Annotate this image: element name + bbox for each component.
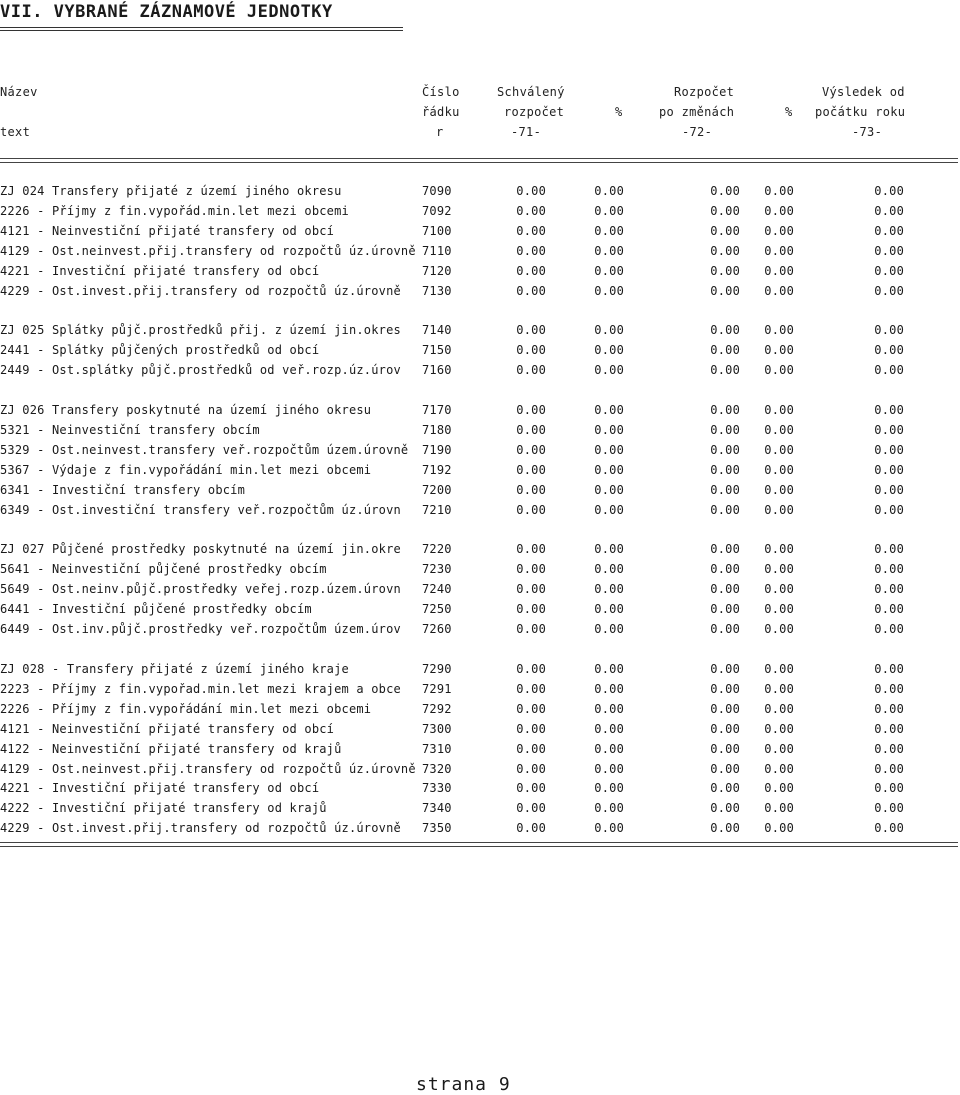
row-result: 0.00 <box>874 761 904 776</box>
table-row <box>0 500 960 520</box>
table-row <box>0 579 960 599</box>
row-result: 0.00 <box>874 422 904 437</box>
row-revised-budget: 0.00 <box>710 681 740 696</box>
row-code: 7260 <box>422 621 452 636</box>
row-revised-budget: 0.00 <box>710 482 740 497</box>
row-revised-budget: 0.00 <box>710 701 740 716</box>
row-code: 7110 <box>422 243 452 258</box>
row-revised-pct: 0.00 <box>764 542 794 556</box>
table-row <box>0 281 960 301</box>
header-result-3: -73- <box>852 125 883 139</box>
row-approved-pct: 0.00 <box>594 184 624 198</box>
row-revised-budget: 0.00 <box>710 581 740 596</box>
row-name: 6341 - Investiční transfery obcím <box>0 482 246 497</box>
row-approved-budget: 0.00 <box>516 482 546 497</box>
row-result: 0.00 <box>874 403 904 417</box>
row-revised-pct: 0.00 <box>764 821 794 836</box>
table-row <box>0 719 960 739</box>
row-revised-pct: 0.00 <box>764 781 794 796</box>
table-row <box>0 480 960 500</box>
row-code: 7130 <box>422 283 452 298</box>
row-name: 6441 - Investiční půjčené prostředky obcím <box>0 601 312 616</box>
row-code: 7200 <box>422 482 452 497</box>
row-result: 0.00 <box>874 601 904 616</box>
row-revised-pct: 0.00 <box>764 203 794 218</box>
table-row <box>0 261 960 281</box>
row-revised-pct: 0.00 <box>764 701 794 716</box>
row-result: 0.00 <box>874 542 904 556</box>
row-approved-pct: 0.00 <box>594 362 624 377</box>
row-result: 0.00 <box>874 801 904 816</box>
row-name: ZJ 027 Půjčené prostředky poskytnuté na území jin.okre <box>0 542 401 556</box>
row-approved-pct: 0.00 <box>594 283 624 298</box>
row-revised-pct: 0.00 <box>764 362 794 377</box>
row-revised-pct: 0.00 <box>764 721 794 736</box>
row-result: 0.00 <box>874 662 904 676</box>
table-row <box>0 181 960 201</box>
table-rule-top <box>0 842 958 843</box>
row-name: ZJ 024 Transfery přijaté z území jiného okresu <box>0 184 342 198</box>
row-name: 2441 - Splátky půjčených prostředků od obcí <box>0 342 320 357</box>
row-revised-budget: 0.00 <box>710 342 740 357</box>
table-row <box>0 599 960 619</box>
row-approved-pct: 0.00 <box>594 203 624 218</box>
row-revised-pct: 0.00 <box>764 263 794 278</box>
row-revised-budget: 0.00 <box>710 403 740 417</box>
table-row <box>0 320 960 340</box>
row-approved-pct: 0.00 <box>594 342 624 357</box>
row-result: 0.00 <box>874 362 904 377</box>
row-result: 0.00 <box>874 821 904 836</box>
row-approved-pct: 0.00 <box>594 422 624 437</box>
row-name: 4222 - Investiční přijaté transfery od krajů <box>0 801 327 816</box>
header-revised-3: -72- <box>682 125 713 139</box>
row-approved-pct: 0.00 <box>594 821 624 836</box>
row-result: 0.00 <box>874 561 904 576</box>
table-row <box>0 739 960 759</box>
table-row <box>0 420 960 440</box>
row-approved-pct: 0.00 <box>594 403 624 417</box>
row-approved-pct: 0.00 <box>594 263 624 278</box>
row-name: ZJ 028 - Transfery přijaté z území jiného kraje <box>0 662 349 676</box>
table-row <box>0 798 960 818</box>
row-revised-pct: 0.00 <box>764 741 794 756</box>
row-result: 0.00 <box>874 342 904 357</box>
row-name: 4221 - Investiční přijaté transfery od obcí <box>0 263 320 278</box>
row-revised-budget: 0.00 <box>710 323 740 337</box>
row-code: 7340 <box>422 801 452 816</box>
table-row <box>0 619 960 639</box>
row-revised-budget: 0.00 <box>710 422 740 437</box>
row-name: 5321 - Neinvestiční transfery obcím <box>0 422 260 437</box>
header-pct1: % <box>615 105 623 119</box>
row-result: 0.00 <box>874 482 904 497</box>
row-approved-budget: 0.00 <box>516 581 546 596</box>
page-number: strana 9 <box>416 1074 511 1095</box>
row-name: 2223 - Příjmy z fin.vypořad.min.let mezi krajem a obce <box>0 681 401 696</box>
row-name: 4229 - Ost.invest.přij.transfery od rozpočtů úz.úrovně <box>0 283 401 298</box>
row-approved-pct: 0.00 <box>594 801 624 816</box>
row-approved-budget: 0.00 <box>516 821 546 836</box>
row-approved-budget: 0.00 <box>516 781 546 796</box>
row-approved-budget: 0.00 <box>516 601 546 616</box>
row-approved-budget: 0.00 <box>516 621 546 636</box>
row-revised-pct: 0.00 <box>764 761 794 776</box>
header-code-1: Číslo <box>422 85 460 99</box>
row-name: 4121 - Neinvestiční přijaté transfery od obcí <box>0 721 335 736</box>
row-result: 0.00 <box>874 462 904 477</box>
row-approved-budget: 0.00 <box>516 502 546 517</box>
row-name: 4129 - Ost.neinvest.přij.transfery od rozpočtů úz.úrovně <box>0 761 416 776</box>
table-row <box>0 460 960 480</box>
table-row <box>0 201 960 221</box>
row-code: 7250 <box>422 601 452 616</box>
row-revised-pct: 0.00 <box>764 601 794 616</box>
row-result: 0.00 <box>874 581 904 596</box>
row-approved-budget: 0.00 <box>516 681 546 696</box>
row-approved-budget: 0.00 <box>516 442 546 457</box>
table-row <box>0 340 960 360</box>
row-approved-budget: 0.00 <box>516 741 546 756</box>
row-name: 2226 - Příjmy z fin.vypořád.min.let mezi obcemi <box>0 203 349 218</box>
header-pct2: % <box>785 105 793 119</box>
row-revised-budget: 0.00 <box>710 184 740 198</box>
header-budget-2: rozpočet <box>504 105 565 119</box>
row-result: 0.00 <box>874 243 904 258</box>
header-result-1: Výsledek od <box>822 85 905 99</box>
header-budget-1: Schválený <box>497 85 565 99</box>
row-approved-budget: 0.00 <box>516 542 546 556</box>
row-result: 0.00 <box>874 741 904 756</box>
row-name: 5649 - Ost.neinv.půjč.prostředky veřej.rozp.územ.úrovn <box>0 581 401 596</box>
row-code: 7192 <box>422 462 452 477</box>
row-revised-pct: 0.00 <box>764 223 794 238</box>
row-code: 7330 <box>422 781 452 796</box>
row-approved-pct: 0.00 <box>594 323 624 337</box>
row-result: 0.00 <box>874 781 904 796</box>
table-row <box>0 539 960 559</box>
table-row <box>0 659 960 679</box>
row-approved-budget: 0.00 <box>516 243 546 258</box>
row-code: 7170 <box>422 403 452 417</box>
row-approved-pct: 0.00 <box>594 542 624 556</box>
row-revised-pct: 0.00 <box>764 184 794 198</box>
row-code: 7292 <box>422 701 452 716</box>
row-name: 4121 - Neinvestiční přijaté transfery od obcí <box>0 223 335 238</box>
row-revised-pct: 0.00 <box>764 561 794 576</box>
row-revised-budget: 0.00 <box>710 502 740 517</box>
title-underline <box>0 27 403 28</box>
row-revised-budget: 0.00 <box>710 761 740 776</box>
row-approved-pct: 0.00 <box>594 462 624 477</box>
row-revised-budget: 0.00 <box>710 263 740 278</box>
row-approved-pct: 0.00 <box>594 662 624 676</box>
row-result: 0.00 <box>874 283 904 298</box>
row-code: 7190 <box>422 442 452 457</box>
row-revised-pct: 0.00 <box>764 502 794 517</box>
row-approved-pct: 0.00 <box>594 761 624 776</box>
table-row <box>0 818 960 838</box>
row-result: 0.00 <box>874 721 904 736</box>
row-name: 4129 - Ost.neinvest.přij.transfery od rozpočtů úz.úrovně <box>0 243 416 258</box>
row-revised-budget: 0.00 <box>710 243 740 258</box>
row-approved-pct: 0.00 <box>594 561 624 576</box>
row-approved-budget: 0.00 <box>516 761 546 776</box>
table-row <box>0 400 960 420</box>
table-row <box>0 759 960 779</box>
row-revised-budget: 0.00 <box>710 362 740 377</box>
header-revised-1: Rozpočet <box>674 85 735 99</box>
row-code: 7092 <box>422 203 452 218</box>
row-name: 4229 - Ost.invest.přij.transfery od rozpočtů úz.úrovně <box>0 821 401 836</box>
row-result: 0.00 <box>874 701 904 716</box>
row-revised-pct: 0.00 <box>764 283 794 298</box>
table-row <box>0 778 960 798</box>
row-revised-budget: 0.00 <box>710 442 740 457</box>
row-revised-pct: 0.00 <box>764 243 794 258</box>
table-row <box>0 679 960 699</box>
row-revised-pct: 0.00 <box>764 621 794 636</box>
header-code-3: r <box>436 125 444 139</box>
row-revised-budget: 0.00 <box>710 203 740 218</box>
row-approved-pct: 0.00 <box>594 243 624 258</box>
row-name: 6449 - Ost.inv.půjč.prostředky veř.rozpočtům územ.úrov <box>0 621 401 636</box>
row-approved-budget: 0.00 <box>516 701 546 716</box>
row-name: ZJ 025 Splátky půjč.prostředků přij. z území jin.okres <box>0 323 401 337</box>
header-revised-2: po změnách <box>659 105 735 119</box>
row-code: 7210 <box>422 502 452 517</box>
row-approved-budget: 0.00 <box>516 323 546 337</box>
row-code: 7290 <box>422 662 452 676</box>
row-revised-budget: 0.00 <box>710 542 740 556</box>
row-revised-budget: 0.00 <box>710 781 740 796</box>
row-approved-budget: 0.00 <box>516 403 546 417</box>
header-name-3: text <box>0 125 31 139</box>
row-approved-budget: 0.00 <box>516 462 546 477</box>
row-revised-budget: 0.00 <box>710 561 740 576</box>
table-row <box>0 440 960 460</box>
row-approved-budget: 0.00 <box>516 561 546 576</box>
row-name: ZJ 026 Transfery poskytnuté na území jiného okresu <box>0 403 372 417</box>
row-code: 7291 <box>422 681 452 696</box>
table-row <box>0 221 960 241</box>
header-result-2: počátku roku <box>815 105 906 119</box>
row-approved-pct: 0.00 <box>594 223 624 238</box>
row-approved-budget: 0.00 <box>516 263 546 278</box>
row-result: 0.00 <box>874 442 904 457</box>
row-name: 2226 - Příjmy z fin.vypořádání min.let mezi obcemi <box>0 701 372 716</box>
table-row <box>0 699 960 719</box>
row-approved-budget: 0.00 <box>516 422 546 437</box>
row-revised-pct: 0.00 <box>764 662 794 676</box>
row-revised-budget: 0.00 <box>710 223 740 238</box>
row-approved-pct: 0.00 <box>594 701 624 716</box>
row-approved-pct: 0.00 <box>594 681 624 696</box>
row-approved-budget: 0.00 <box>516 662 546 676</box>
row-code: 7310 <box>422 741 452 756</box>
row-approved-pct: 0.00 <box>594 621 624 636</box>
table-row <box>0 559 960 579</box>
row-revised-pct: 0.00 <box>764 342 794 357</box>
row-revised-budget: 0.00 <box>710 601 740 616</box>
title-underline-2 <box>0 30 403 31</box>
row-code: 7150 <box>422 342 452 357</box>
row-revised-budget: 0.00 <box>710 721 740 736</box>
row-revised-pct: 0.00 <box>764 323 794 337</box>
row-result: 0.00 <box>874 223 904 238</box>
row-revised-pct: 0.00 <box>764 801 794 816</box>
row-name: 6349 - Ost.investiční transfery veř.rozpočtům úz.úrovn <box>0 502 401 517</box>
row-code: 7320 <box>422 761 452 776</box>
page-title: VII. VYBRANÉ ZÁZNAMOVÉ JEDNOTKY <box>0 2 333 22</box>
row-approved-budget: 0.00 <box>516 801 546 816</box>
header-code-2: řádku <box>422 105 460 119</box>
row-revised-budget: 0.00 <box>710 283 740 298</box>
row-code: 7140 <box>422 323 452 337</box>
header-rule-bottom <box>0 162 958 163</box>
row-revised-budget: 0.00 <box>710 662 740 676</box>
row-name: 5367 - Výdaje z fin.vypořádání min.let mezi obcemi <box>0 462 372 477</box>
row-name: 5641 - Neinvestiční půjčené prostředky obcím <box>0 561 327 576</box>
row-code: 7350 <box>422 821 452 836</box>
row-approved-pct: 0.00 <box>594 482 624 497</box>
row-approved-budget: 0.00 <box>516 362 546 377</box>
row-approved-pct: 0.00 <box>594 502 624 517</box>
row-name: 4221 - Investiční přijaté transfery od obcí <box>0 781 320 796</box>
row-code: 7240 <box>422 581 452 596</box>
row-revised-budget: 0.00 <box>710 741 740 756</box>
row-result: 0.00 <box>874 681 904 696</box>
row-approved-pct: 0.00 <box>594 601 624 616</box>
row-revised-pct: 0.00 <box>764 681 794 696</box>
row-code: 7100 <box>422 223 452 238</box>
row-approved-budget: 0.00 <box>516 203 546 218</box>
row-approved-budget: 0.00 <box>516 283 546 298</box>
row-approved-budget: 0.00 <box>516 184 546 198</box>
row-code: 7300 <box>422 721 452 736</box>
row-revised-budget: 0.00 <box>710 801 740 816</box>
row-code: 7180 <box>422 422 452 437</box>
row-result: 0.00 <box>874 184 904 198</box>
row-revised-pct: 0.00 <box>764 422 794 437</box>
row-name: 2449 - Ost.splátky půjč.prostředků od veř.rozp.úz.úrov <box>0 362 401 377</box>
row-revised-pct: 0.00 <box>764 403 794 417</box>
row-approved-pct: 0.00 <box>594 442 624 457</box>
header-budget-3: -71- <box>511 125 542 139</box>
row-revised-pct: 0.00 <box>764 581 794 596</box>
row-revised-pct: 0.00 <box>764 482 794 497</box>
row-result: 0.00 <box>874 621 904 636</box>
header-rule-top <box>0 158 958 159</box>
row-approved-pct: 0.00 <box>594 721 624 736</box>
table-row <box>0 241 960 261</box>
row-name: 4122 - Neinvestiční přijaté transfery od krajů <box>0 741 342 756</box>
row-approved-pct: 0.00 <box>594 781 624 796</box>
row-name: 5329 - Ost.neinvest.transfery veř.rozpočtům územ.úrovně <box>0 442 409 457</box>
row-approved-pct: 0.00 <box>594 581 624 596</box>
row-result: 0.00 <box>874 323 904 337</box>
row-code: 7230 <box>422 561 452 576</box>
row-code: 7220 <box>422 542 452 556</box>
row-code: 7160 <box>422 362 452 377</box>
row-revised-budget: 0.00 <box>710 462 740 477</box>
row-approved-pct: 0.00 <box>594 741 624 756</box>
row-result: 0.00 <box>874 263 904 278</box>
row-result: 0.00 <box>874 203 904 218</box>
row-code: 7120 <box>422 263 452 278</box>
row-result: 0.00 <box>874 502 904 517</box>
table-rule-bottom <box>0 846 958 847</box>
row-revised-pct: 0.00 <box>764 462 794 477</box>
table-row <box>0 360 960 380</box>
row-revised-budget: 0.00 <box>710 621 740 636</box>
row-approved-budget: 0.00 <box>516 342 546 357</box>
row-approved-budget: 0.00 <box>516 223 546 238</box>
row-approved-budget: 0.00 <box>516 721 546 736</box>
header-name-1: Název <box>0 85 38 99</box>
row-code: 7090 <box>422 184 452 198</box>
row-revised-pct: 0.00 <box>764 442 794 457</box>
row-revised-budget: 0.00 <box>710 821 740 836</box>
